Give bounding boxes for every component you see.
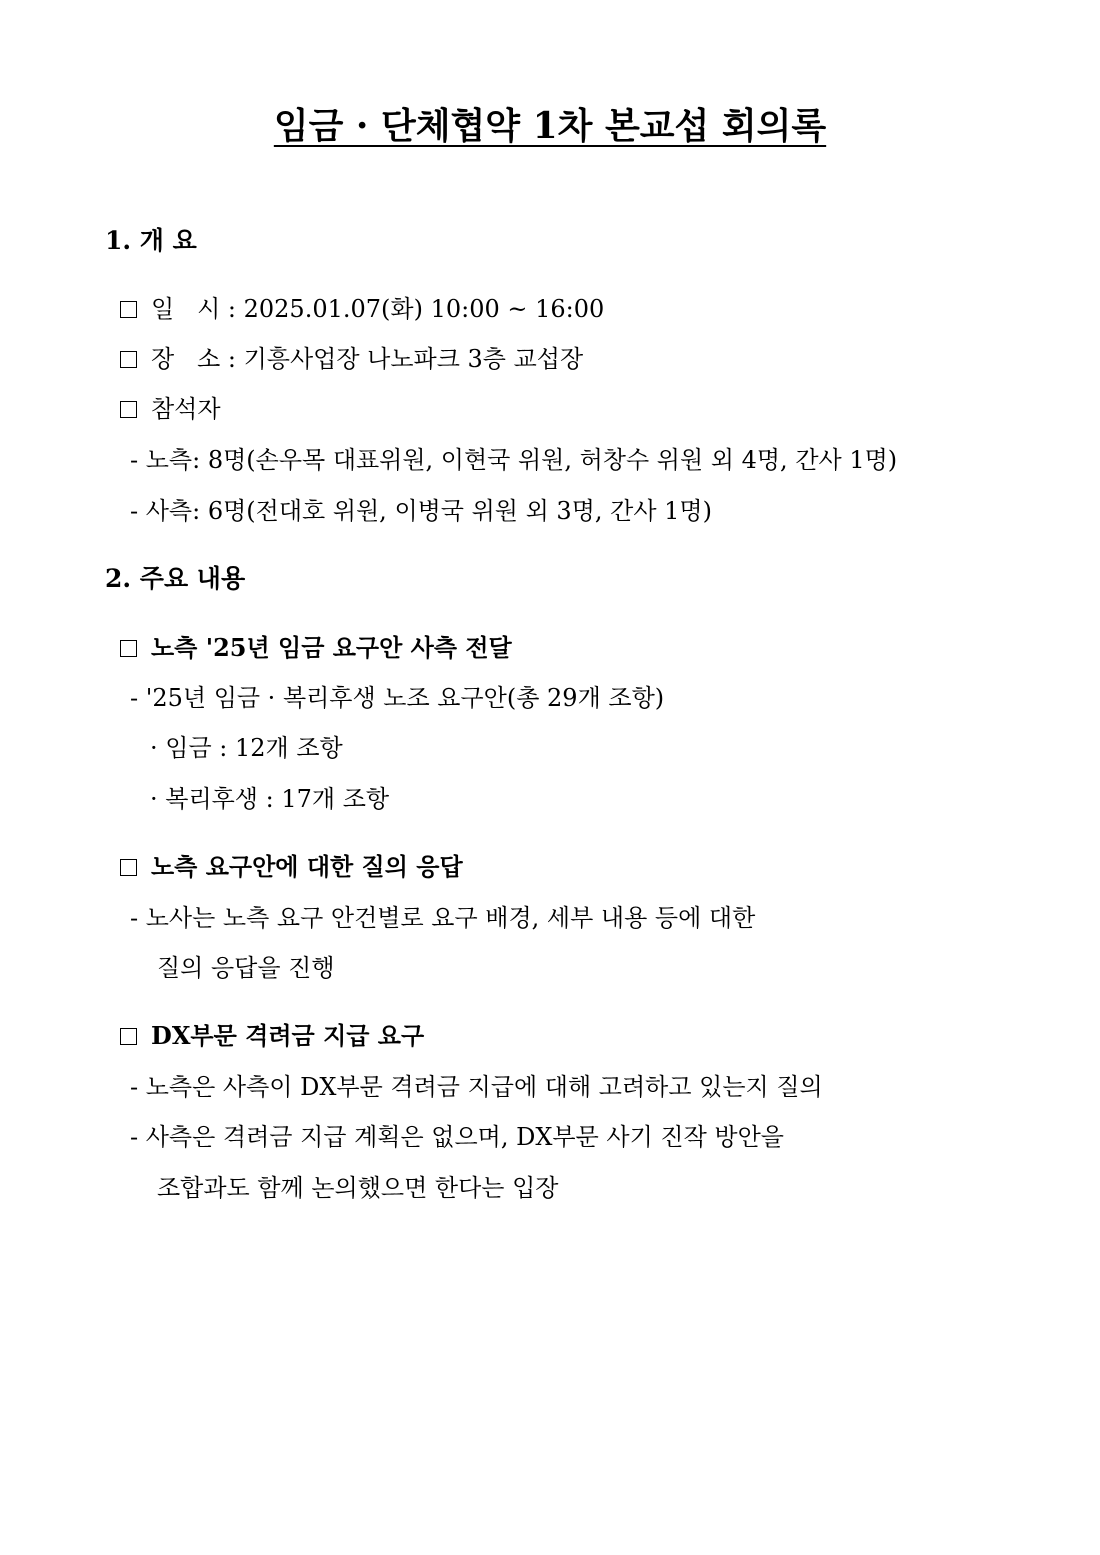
- section-2-heading: 2. 주요 내용: [105, 564, 246, 593]
- document-title-text: 임금 · 단체협약 1차 본교섭 회의록: [273, 105, 827, 147]
- overview-separator: :: [220, 295, 244, 323]
- topic-1-line-3: · 복리후생 : 17개 조항: [150, 785, 390, 813]
- topic-3-line-2: - 사측은 격려금 지급 계획은 없으며, DX부문 사기 진작 방안을: [130, 1123, 784, 1151]
- topic-1-line-2: · 임금 : 12개 조항: [150, 734, 343, 762]
- topic-1-heading: [120, 631, 512, 665]
- topic-1-line-1: - '25년 임금 · 복리후생 노조 요구안(총 29개 조항): [130, 684, 665, 712]
- overview-label-location: 장 소: [151, 345, 221, 373]
- overview-separator: :: [220, 345, 244, 373]
- overview-value-datetime: 2025.01.07(화) 10:00 ~ 16:00: [243, 295, 605, 323]
- checkbox-square-icon: [120, 859, 137, 876]
- topic-1-title: 노측 '25년 임금 요구안 사측 전달: [151, 633, 512, 662]
- overview-item-attendees: [120, 392, 221, 426]
- overview-label-attendees: 참석자: [151, 395, 221, 423]
- checkbox-square-icon: [120, 301, 137, 318]
- overview-value-location: 기흥사업장 나노파크 3층 교섭장: [243, 345, 584, 373]
- topic-2-line-2: 질의 응답을 진행: [157, 954, 335, 982]
- checkbox-square-icon: [120, 351, 137, 368]
- attendees-labor: - 노측: 8명(손우목 대표위원, 이현국 위원, 허창수 위원 외 4명, 간사 1명): [130, 446, 898, 474]
- checkbox-square-icon: [120, 1028, 137, 1045]
- topic-2-title: 노측 요구안에 대한 질의 응답: [151, 852, 463, 881]
- section-1-heading: 1. 개 요: [105, 226, 197, 255]
- document-title: [0, 100, 1100, 152]
- overview-label-datetime: 일 시: [151, 295, 221, 323]
- topic-3-heading: [120, 1019, 424, 1053]
- overview-item-location: [120, 342, 583, 376]
- topic-3-line-3: 조합과도 함께 논의했으면 한다는 입장: [157, 1174, 559, 1202]
- overview-item-datetime: [120, 292, 604, 326]
- topic-2-heading: [120, 850, 463, 884]
- checkbox-square-icon: [120, 640, 137, 657]
- topic-3-line-1: - 노측은 사측이 DX부문 격려금 지급에 대해 고려하고 있는지 질의: [130, 1073, 823, 1101]
- checkbox-square-icon: [120, 401, 137, 418]
- topic-2-line-1: - 노사는 노측 요구 안건별로 요구 배경, 세부 내용 등에 대한: [130, 904, 756, 932]
- topic-3-title: DX부문 격려금 지급 요구: [151, 1021, 425, 1050]
- attendees-management: - 사측: 6명(전대호 위원, 이병국 위원 외 3명, 간사 1명): [130, 497, 712, 525]
